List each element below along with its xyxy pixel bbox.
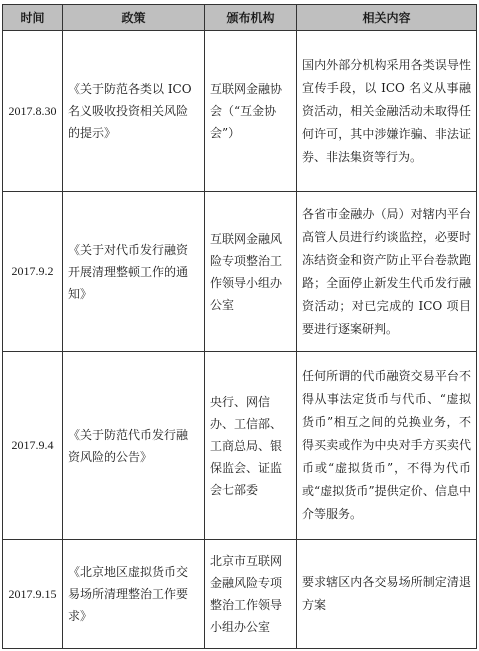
policy-table [2, 4, 477, 649]
table-header [3, 5, 477, 31]
cell-policy: 《关于防范代币发行融资风险的公告》 [63, 352, 205, 540]
cell-time: 2017.9.15 [3, 540, 63, 649]
header-time: 时间 [3, 5, 63, 31]
cell-time: 2017.8.30 [3, 31, 63, 192]
cell-content: 要求辖区内各交易场所制定清退方案 [297, 540, 477, 649]
table-row [3, 192, 477, 352]
cell-time: 2017.9.2 [3, 192, 63, 352]
header-content: 相关内容 [297, 5, 477, 31]
cell-policy: 《关于防范各类以 ICO 名义吸收投资相关风险的提示》 [63, 31, 205, 192]
table-row [3, 31, 477, 192]
header-row [3, 5, 477, 31]
header-policy: 政策 [63, 5, 205, 31]
table-body [3, 31, 477, 649]
table-row [3, 540, 477, 649]
cell-issuer: 央行、网信办、工信部、工商总局、银保监会、证监会七部委 [205, 352, 297, 540]
cell-policy: 《北京地区虚拟货币交易场所清理整治工作要求》 [63, 540, 205, 649]
table-row [3, 352, 477, 540]
cell-policy: 《关于对代币发行融资开展清理整顿工作的通知》 [63, 192, 205, 352]
header-issuer: 颁布机构 [205, 5, 297, 31]
cell-issuer: 北京市互联网金融风险专项整治工作领导小组办公室 [205, 540, 297, 649]
cell-issuer: 互联网金融协会（“互金协会”） [205, 31, 297, 192]
cell-content: 国内外部分机构采用各类误导性宣传手段，以 ICO 名义从事融资活动，相关金融活动未取得任何许可，其中涉嫌诈骗、非法证券、非法集资等行为。 [297, 31, 477, 192]
cell-time: 2017.9.4 [3, 352, 63, 540]
cell-content: 各省市金融办（局）对辖内平台高管人员进行约谈监控，必要时冻结资金和资产防止平台卷款跑路；全面停止新发生代币发行融资活动；对已完成的 ICO 项目要进行逐案研判。 [297, 192, 477, 352]
cell-content: 任何所谓的代币融资交易平台不得从事法定货币与代币、“虚拟货币”相互之间的兑换业务，不得买卖或作为中央对手方买卖代币或“虚拟货币”，不得为代币或“虚拟货币”提供定价、信息中介等服务。 [297, 352, 477, 540]
cell-issuer: 互联网金融风险专项整治工作领导小组办公室 [205, 192, 297, 352]
